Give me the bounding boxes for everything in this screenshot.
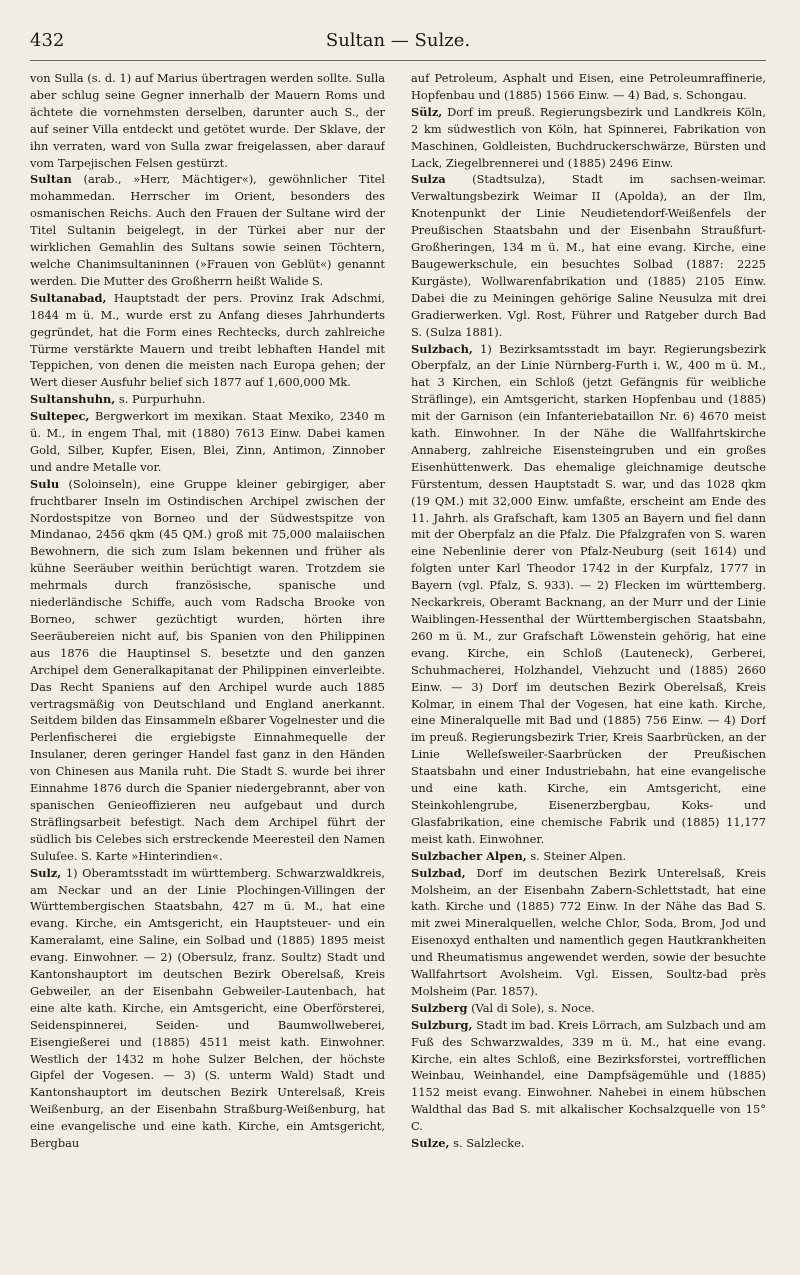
entry-headword: Sulzburg, (411, 1017, 473, 1032)
dictionary-entry (30, 290, 385, 391)
entry-text: Hauptstadt der pers. Provinz Irak Adschmi, 1844 m ü. M., wurde erst zu Anfang dieses Jahrhunderts gegründet, hat die Form eines Rechtecks, durch zahlreiche Türme verstärkte Mauern und treibt lebhaften Handel mit Teppichen, von denen die meisten nach Europa gehen; der Wert dieser Ausfuhr belief sich 1877 auf 1,600,000 Mk. (30, 290, 385, 390)
entry-text: (Val di Sole), s. Noce. (467, 1000, 595, 1015)
dictionary-entry (411, 1135, 766, 1152)
dictionary-entry (411, 341, 766, 848)
entry-text: (Stadtsulza), Stadt im sachsen-weimar. Verwaltungsbezirk Weimar II (Apolda), an der Ilm, Knotenpunkt der Linie Neudietendorf-Weißenfels der Preußischen Staatsbahn und der Eisenbahn Straußfurt-Großheringen, 134 m ü. M., hat eine evang. Kirche, eine Baugewerkschule, ein besuchtes Solbad (1887: 2225 Kurgäste), Wollwarenfabrikation und (1885) 2105 Einw. Dabei die zu Meiningen gehörige Saline Neusulza mit drei Gradierwerken. Vgl. Rost, Führer und Ratgeber durch Bad S. (Sulza 1881). (411, 172, 766, 339)
entry-headword: Sulz, (30, 865, 62, 880)
dictionary-entry (411, 1017, 766, 1135)
entry-text: s. Purpurhuhn. (115, 392, 206, 407)
entry-text: 1) Bezirksamtsstadt im bayr. Regierungsbezirk Oberpfalz, an der Linie Nürnberg-Furth i. W., 400 m ü. M., hat 3 Kirchen, ein Schloß (jetzt Gefängnis für weibliche Sträflinge), ein Amtsgericht, starken Hopfenbau und (1885) mit der Garnison (ein Infanteriebataillon Nr. 6) 4670 meist kath. Einwohner. In der Nähe die Wallfahrtskirche Annaberg, zahlreiche Eisensteingruben und ein großes Eisenhüttenwerk. Das ehemalige gleichnamige deutsche Fürstentum, dessen Hauptstadt S. war, und das 1028 qkm (19 QM.) mit 32,000 Einw. umfaßte, erscheint am Ende des 11. Jahrh. als Grafschaft, kam 1305 an Bayern und fiel dann mit der Oberpfalz an die Pfalz. Die Pfalzgrafen von S. waren eine Nebenlinie derer von Pfalz-Neuburg (seit 1614) und folgten unter Karl Theodor 1742 in der Kurpfalz, 1777 in Bayern (vgl. Pfalz, S. 933). — 2) Flecken im württemberg. Neckarkreis, Oberamt Backnang, an der Murr und der Linie Waiblingen-Hessenthal der Württembergischen Staatsbahn, 260 m ü. M., zur Grafschaft Löwenstein gehörig, hat eine evang. Kirche, ein Schloß (Lauteneck), Gerberei, Schuhmacherei, Holzhandel, Viehzucht und (1885) 2660 Einw. — 3) Dorf im deutschen Bezirk Oberelsaß, Kreis Kolmar, in einem Thal der Vogesen, hat eine kath. Kirche, eine Mineralquelle mit Bad und (1885) 756 Einw. — 4) Dorf im preuß. Regierungsbezirk Trier, Kreis Saarbrücken, an der Linie Welleſsweiler-Saarbrücken der Preußischen Staatsbahn und einer Industriebahn, hat eine evangelische und eine kath. Kirche, ein Amtsgericht, eine Steinkohlengrube, Eisenerzbergbau, Koks- und Glasfabrikation, eine chemische Fabrik und (1885) 11,177 meist kath. Einwohner. (411, 341, 766, 846)
entry-headword: Sülz, (411, 104, 443, 119)
dictionary-entry (30, 391, 385, 408)
right-column (411, 70, 766, 1270)
entry-text: 1) Oberamtsstadt im württemberg. Schwarzwaldkreis, am Neckar und an der Linie Plochingen-Villingen der Württembergischen Staatsbahn, 427 m ü. M., hat eine evang. Kirche, ein Amtsgericht, ein Hauptsteuer- und ein Kameralamt, eine Saline, ein Solbad und (1885) 1895 meist evang. Einwohner. — 2) (Obersulz, franz. Soultz) Stadt und Kantonshauptort im deutschen Bezirk Oberelsaß, Kreis Gebweiler, an der Eisenbahn Gebweiler-Lautenbach, hat eine alte kath. Kirche, ein Amtsgericht, eine Oberförsterei, Seidenspinnerei, Seiden- und Baumwollweberei, Eisengießerei und (1885) 4511 meist kath. Einwohner. Westlich der 1432 m hohe Sulzer Belchen, der höchste Gipfel der Vogesen. — 3) (S. unterm Wald) Stadt und Kantonshauptort im deutschen Bezirk Unterelsaß, Kreis Weißenburg, an der Eisenbahn Straßburg-Weißenburg, hat eine evangelische und eine kath. Kirche, ein Amtsgericht, Bergbau (30, 865, 385, 1151)
entry-text: Stadt im bad. Kreis Lörrach, am Sulzbach und am Fuß des Schwarzwaldes, 339 m ü. M., hat eine evang. Kirche, ein altes Schloß, eine Bezirksforstei, vortrefflichen Weinbau, Weinhandel, eine Dampfsägemühle und (1885) 1152 meist evang. Einwohner. Nahebei in einem hübschen Waldthal das Bad S. mit alkalischer Kochsalzquelle von 15° C. (411, 1017, 766, 1134)
entry-text: s. Steiner Alpen. (526, 848, 627, 863)
dictionary-entry (30, 70, 385, 171)
dictionary-entry (411, 865, 766, 1000)
entry-headword: Sulze, (411, 1136, 450, 1151)
left-column (30, 70, 385, 1270)
dictionary-entry (30, 476, 385, 865)
dictionary-entry (411, 848, 766, 865)
dictionary-entry (30, 865, 385, 1152)
entry-text: auf Petroleum, Asphalt und Eisen, eine Petroleumraffinerie, Hopfenbau und (1885) 1566 Einw. — 4) Bad, s. Schongau. (411, 71, 766, 102)
entry-headword: Sulzberg (411, 1000, 468, 1015)
dictionary-entry (411, 171, 766, 340)
entry-headword: Sultanshuhn, (30, 392, 116, 407)
entry-headword: Sultan (30, 172, 72, 187)
entry-headword: Sulza (411, 172, 446, 187)
entry-text: Dorf im deutschen Bezirk Unterelsaß, Kreis Molsheim, an der Eisenbahn Zabern-Schlettstadt, hat eine kath. Kirche und (1885) 772 Einw. In der Nähe das Bad S. mit zwei Mineralquellen, welche Chlor, Soda, Brom, Jod und Eisenoxyd enthalten und namentlich gegen Hautkrankheiten und Rheumatismus angewendet werden, sowie der besuchte Wallfahrtsort Avolsheim. Vgl. Eissen, Soultz-bad près Molsheim (Par. 1857). (411, 865, 766, 998)
dictionary-entry (411, 70, 766, 104)
entry-text: s. Salzlecke. (449, 1136, 525, 1151)
entry-text: Dorf im preuß. Regierungsbezirk und Landkreis Köln, 2 km südwestlich von Köln, hat Spinnerei, Fabrikation von Maschinen, Goldleisten, Buchdruckerschwärze, Bürsten und Lack, Ziegelbrennerei und (1885) 2496 Einw. (411, 104, 766, 170)
entry-headword: Sulzbad, (411, 865, 466, 880)
entry-headword: Sultepec, (30, 409, 90, 424)
running-title: Sultan — Sulze. (325, 30, 471, 51)
entry-text: Bergwerkort im mexikan. Staat Mexiko, 2340 m ü. M., in engem Thal, mit (1880) 7613 Einw. Dabei kamen Gold, Silber, Kupfer, Eisen, Blei, Zinn, Antimon, Zinnober und andre Metalle vor. (30, 409, 385, 474)
text-columns (30, 70, 766, 1270)
entry-headword: Sultanabad, (30, 290, 107, 305)
dictionary-entry (411, 104, 766, 172)
page-header (30, 30, 766, 61)
dictionary-entry (30, 408, 385, 476)
entry-headword: Sulzbach, (411, 341, 473, 356)
entry-text: (arab., »Herr, Mächtiger«), gewöhnlicher Titel mohammedan. Herrscher im Orient, besonders des osmanischen Reichs. Auch den Frauen der Sultane wird der Titel Sultanin beigelegt, in der Türkei aber nur der wirklichen Gemahlin des Sultans sowie seinen Töchtern, welche Chanimsultaninnen (»Frauen von Geblüt«) genannt werden. Die Mutter des Großherrn heißt Walide S. (30, 172, 385, 288)
entry-headword: Sulu (30, 476, 60, 491)
entry-text: (Soloinseln), eine Gruppe kleiner gebirgiger, aber fruchtbarer Inseln im Ostindischen Archipel zwischen der Nordostspitze von Borneo und der Südwestspitze von Mindanao, 2456 qkm (45 QM.) groß mit 75,000 malaiischen Bewohnern, die sich zum Islam bekennen und früher als kühne Seeräuber weithin berüchtigt waren. Trotzdem sie mehrmals durch französische, spanische und niederländische Schiffe, auch vom Radscha Brooke von Borneo, schwer gezüchtigt wurden, hörten ihre Seeräubereien nicht auf, bis Spanien von den Philippinen aus 1876 die Hauptinsel S. besetzte und den ganzen Archipel dem Generalkapitanat der Philippinen einverleibte. Das Recht Spaniens auf den Archipel wurde auch 1885 vertragsmäßig von Deutschland und England anerkannt. Seitdem bilden das Einsammeln eßbarer Vogelnester und die Perlenfischerei die ergiebigste Einnahmequelle der Insulaner, deren geringer Handel fast ganz in den Händen von Chinesen aus Manila ruht. Die Stadt S. wurde bei ihrer Einnahme 1876 durch die Spanier niedergebrannt, aber von spanischen Genieoffizieren neu aufgebaut und durch Sträflingsarbeit befestigt. Nach dem Archipel führt der südlich bis Celebes sich erstreckende Meeresteil den Namen Suluſee. S. Karte »Hinterindien«. (30, 476, 385, 863)
entry-headword: Sulzbacher Alpen, (411, 848, 527, 863)
dictionary-entry (30, 171, 385, 289)
dictionary-entry (411, 1000, 766, 1017)
entry-text: von Sulla (s. d. 1) auf Marius übertragen werden sollte. Sulla aber schlug seine Gegner innerhalb der Mauern Roms und ächtete die vornehmsten derselben, darunter auch S., der auf seiner Villa entdeckt und getötet wurde. Der Sklave, der ihn verraten, ward von Sulla zwar freigelassen, aber darauf vom Tarpejischen Felsen gestürzt. (30, 71, 385, 170)
page-number: 432 (30, 30, 65, 51)
